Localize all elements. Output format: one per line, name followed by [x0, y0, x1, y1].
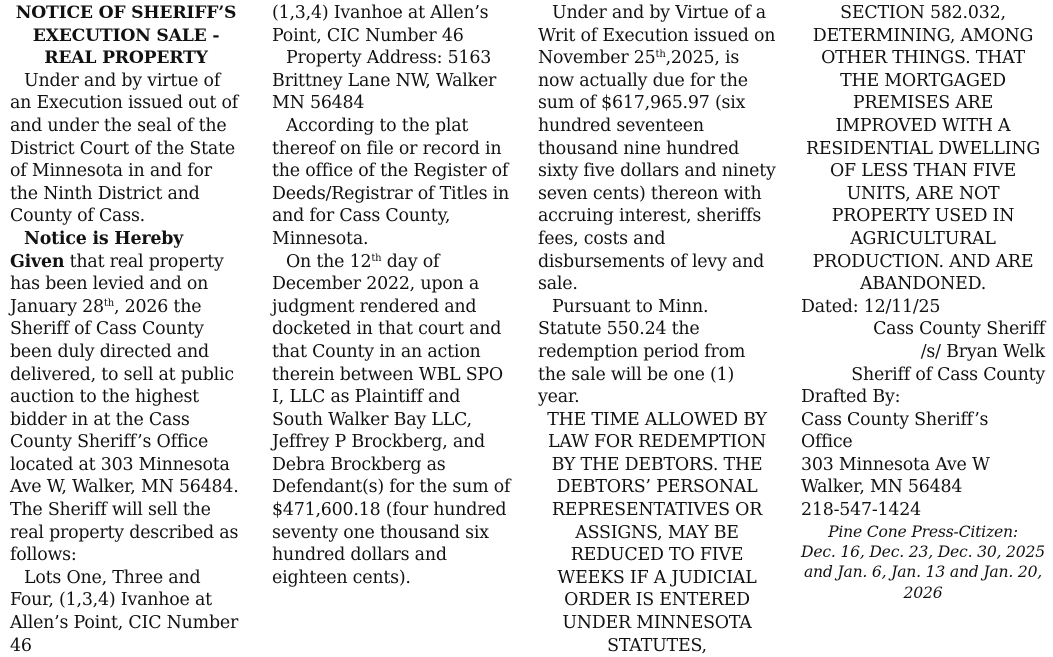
redemption-notice-caps: THE TIME ALLOWED BY LAW FOR REDEMPTION BY THE DEBTORS. THE DEBTORS’ PERSONAL REPRESENTATIVES OR ASSIGNS, MAY BE REDUCED TO FIVE WEEKS IF A JUDICIAL ORDER IS ENTERED UNDER MINNESOTA STATUTES,	[547, 409, 767, 656]
signature-office: Cass County Sheriff	[873, 319, 1045, 340]
writ-date-suffix: th	[655, 49, 666, 61]
sale-date-text-a: that real property has been levied and on January 28	[10, 251, 224, 317]
sale-date-suffix: th	[103, 297, 114, 309]
judgment-text-a: On the 12	[286, 251, 372, 272]
title-line-3: REAL PROPERTY	[44, 48, 208, 69]
sale-date-text-b: , 2026 the Sheriff of Cass County been duly directed and delivered, to sell at public auction to the highest bidder in at the Cass County Sheriff’s Office located at 303 Minnesota Ave W, Walker, MN 56484. The Sheriff will sell the real property described as follows:	[10, 296, 239, 566]
drafted-by-label: Drafted By:	[801, 387, 901, 408]
lots-paragraph-continued	[272, 0, 512, 47]
writ-paragraph	[538, 2, 776, 296]
writ-text-a: Under and by Virtue of a Writ of Execution issued on November 25	[538, 3, 776, 69]
column-1	[10, 2, 242, 656]
title-line-1: NOTICE OF SHERIFF’S	[15, 3, 237, 23]
signature-title: Sheriff of Cass County	[851, 364, 1045, 385]
drafted-by-phone: 218-547-1424	[801, 500, 921, 521]
column-2	[272, 2, 512, 602]
drafted-by-address-1: 303 Minnesota Ave W	[801, 454, 990, 475]
judgment-paragraph	[272, 251, 512, 590]
notice-title	[10, 2, 242, 70]
drafted-by-org: Cass County Sheriff’s Office	[801, 409, 989, 453]
execution-paragraph: Under and by virtue of an Execution issued out of and under the seal of the District Court of the State of Minnesota in and for the Ninth District and County of Cass.	[10, 70, 239, 227]
lots-paragraph-mirror: (1,3,4) Ivanhoe at Allen’s Point, CIC Number 46	[272, 3, 489, 46]
lots-paragraph: Lots One, Three and Four, (1,3,4) Ivanhoe at Allen’s Point, CIC Number 46	[10, 567, 239, 656]
signature-name: /s/ Bryan Welk	[920, 341, 1045, 362]
judgment-date-suffix: th	[371, 252, 382, 264]
plat-paragraph: According to the plat thereof on file or record in the office of the Register of Deeds/Registrar of Titles in and for Cass County, Minnesota.	[272, 115, 510, 249]
column-3	[538, 2, 776, 656]
redemption-paragraph: Pursuant to Minn. Statute 550.24 the redemption period from the sale will be one (1) year.	[538, 296, 746, 408]
column-4	[801, 2, 1045, 602]
property-address-paragraph: Property Address: 5163 Brittney Lane NW, Walker MN 56484	[272, 48, 497, 114]
notice-given-lead: Notice is Hereby Given	[10, 228, 184, 272]
notice-given-paragraph	[10, 228, 242, 567]
writ-text-b: ,2025, is now actually due for the sum of $617,965.97 (six hundred seventeen thousand nine hundred sixty five dollars and ninety seven cents) thereon with accruing interest, sheriffs fees, costs and disbursements of levy and sale.	[538, 48, 776, 295]
publication-dates: Dec. 16, Dec. 23, Dec. 30, 2025 and Jan. 6, Jan. 13 and Jan. 20, 2026	[801, 543, 1045, 602]
dated-line: Dated: 12/11/25	[801, 296, 941, 317]
drafted-by-address-2: Walker, MN 56484	[801, 477, 963, 498]
publication-paper: Pine Cone Press-Citizen:	[828, 522, 1018, 541]
statute-caps: SECTION 582.032, DETERMINING, AMONG OTHER THINGS. THAT THE MORTGAGED PREMISES ARE IMPROVED WITH A RESIDENTIAL DWELLING OF LESS THAN FIVE UNITS, ARE NOT PROPERTY USED IN AGRICULTURAL PRODUCTION. AND ARE ABANDONED.	[805, 3, 1041, 295]
judgment-text-b: day of December 2022, upon a judgment rendered and docketed in that court and that County in an action therein between WBL SPO I, LLC as Plaintiff and South Walker Bay LLC, Jeffrey P Brockberg, and Debra Brockberg as Defendant(s) for the sum of $471,600.18 (four hundred seventy one thousand six hundred dollars and eighteen cents).	[272, 251, 511, 588]
title-line-2: EXECUTION SALE -	[32, 25, 220, 46]
